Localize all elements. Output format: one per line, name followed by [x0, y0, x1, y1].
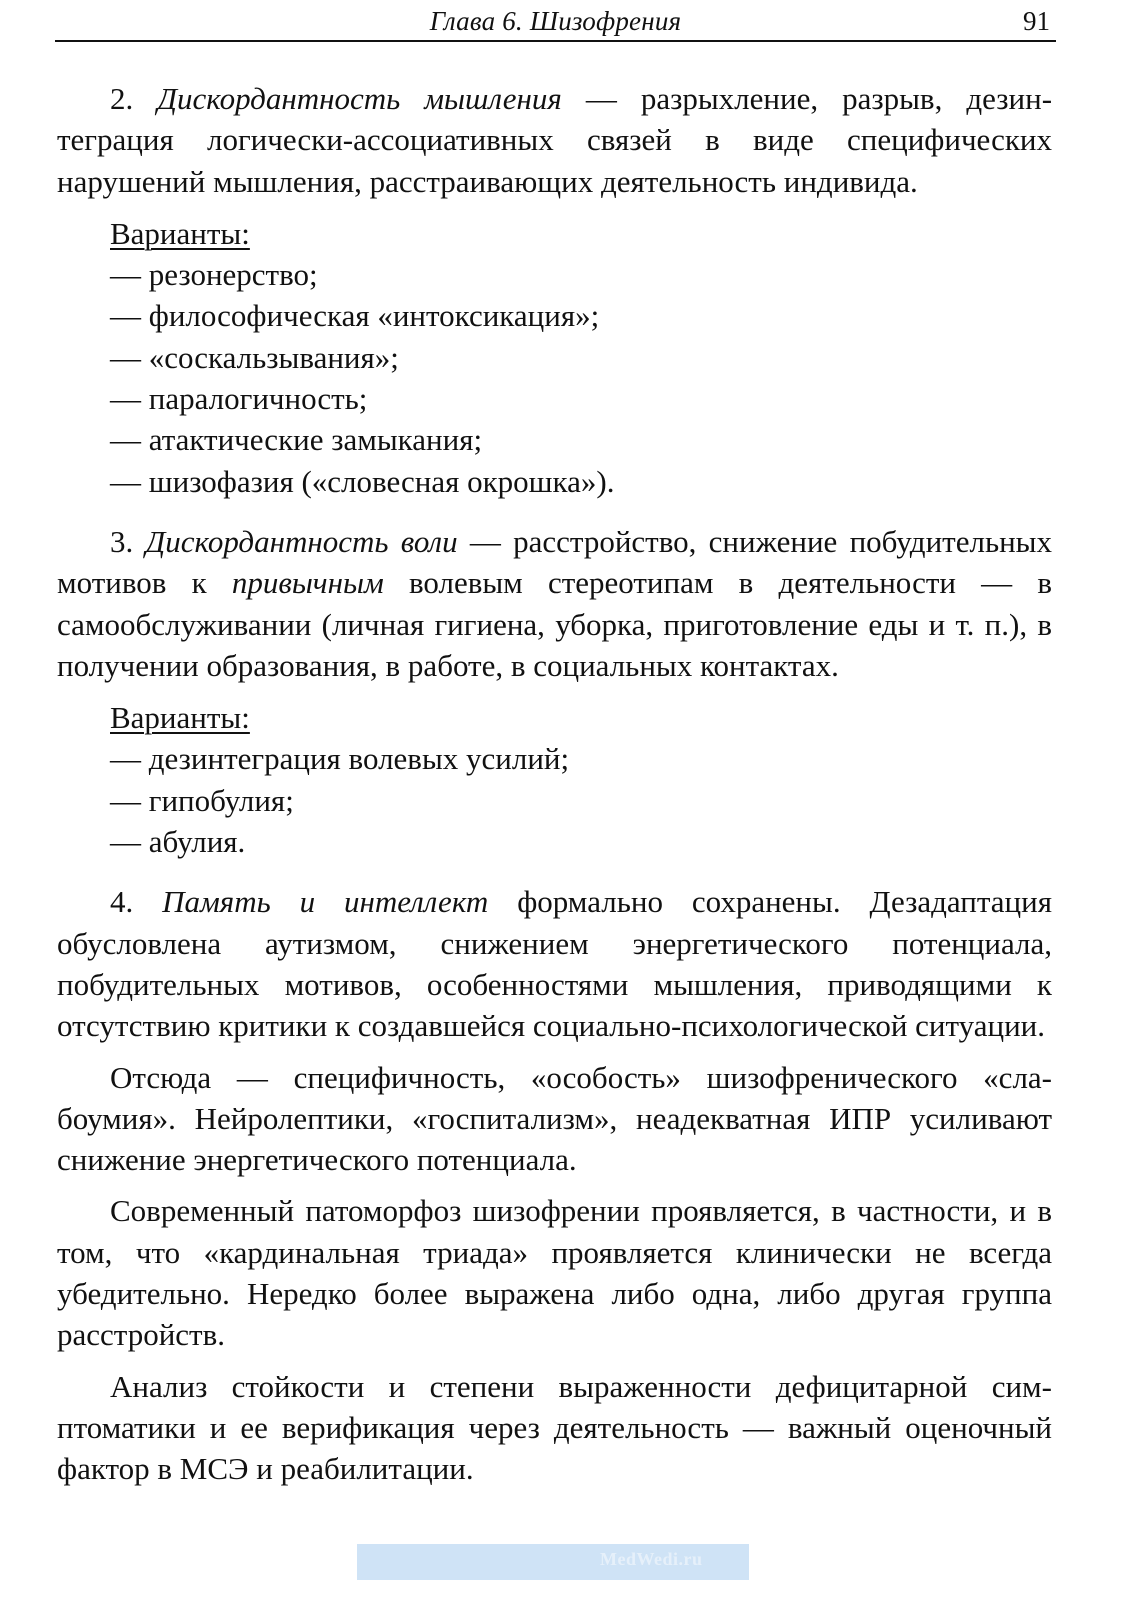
section-3-emphasis: привычным [231, 565, 384, 601]
section-3-number: 3. [110, 523, 134, 559]
section-4-number: 4. [110, 884, 134, 920]
paragraph-dementia: Отсюда — специфичность, «особость» шизофренического «слабоумия». Нейролептики, «госпитализм», неадекватная ИПР усиливают снижение энергетического потенциала. [57, 1059, 1052, 1178]
list-item: — абулия. [110, 824, 246, 860]
section-3-term: Дискордантность воли [145, 523, 458, 559]
section-2-text: — разрыхление, разрыв, дезинтеграция логически-ассоциативных связей в виде специфических нарушений мышления, расстраивающих деятельность индивида. [57, 81, 1053, 199]
paragraph-analysis: Анализ стойкости и степени выраженности дефицитарной симптоматики и ее верификация через деятельность — важный оценочный фактор в МСЭ и реабилитации. [57, 1368, 1052, 1487]
section-2-number: 2. [110, 81, 134, 116]
section-3-paragraph [57, 521, 1052, 686]
list-item: — резонерство; [110, 257, 318, 293]
section-4-paragraph [57, 881, 1052, 1046]
section-3-variants-heading: Варианты: [110, 700, 250, 736]
paragraph-pathomorphosis: Современный патоморфоз шизофрении проявляется, в частности, и в том, что «кардинальная триада» проявляется клинически не всегда убедительно. Нередко более выражена либо одна, либо другая группа расстройств. [57, 1193, 1052, 1353]
page-body [57, 78, 1052, 1490]
section-2-variants-heading: Варианты: [110, 215, 250, 251]
list-item: — гипобулия; [110, 782, 294, 818]
list-item: — паралогичность; [110, 381, 368, 417]
list-item: — шизофазия («словесная окрошка»). [110, 463, 615, 499]
page-number: 91 [1023, 6, 1050, 36]
section-3-text-after: волевым стереотипам в деятельности — в самообслуживании (личная гигиена, уборка, приготовление еды и т. п.), в получении образования, в работе, в социальных контактах. [57, 565, 1052, 683]
running-header [55, 4, 1056, 42]
list-item: — философическая «интоксикация»; [110, 298, 600, 334]
chapter-title: Глава 6. Шизофрения [429, 6, 682, 36]
section-2-term: Дискордантность мышления [157, 81, 562, 116]
list-item: — «соскальзывания»; [110, 339, 399, 375]
section-4-text: формально сохранены. Дезадаптация обусловлена аутизмом, снижением энергетического потенциала, побудительных мотивов, особенностями мышления, приводящими к отсутствию критики к создавшейся социально-психологической ситуации. [57, 884, 1052, 1044]
list-item: — дезинтеграция волевых усилий; [110, 741, 570, 777]
section-3-variants-list [57, 738, 1052, 862]
section-2-paragraph [57, 78, 1052, 202]
section-4-term: Память и интеллект [162, 884, 489, 920]
list-item: — атактические замыкания; [110, 422, 483, 458]
section-2-variants-list [57, 254, 1052, 502]
watermark-text: MedWedi.ru [600, 1549, 703, 1569]
section-3-text-before: — расстройство, снижение побудительных мотивов к [57, 523, 1052, 601]
